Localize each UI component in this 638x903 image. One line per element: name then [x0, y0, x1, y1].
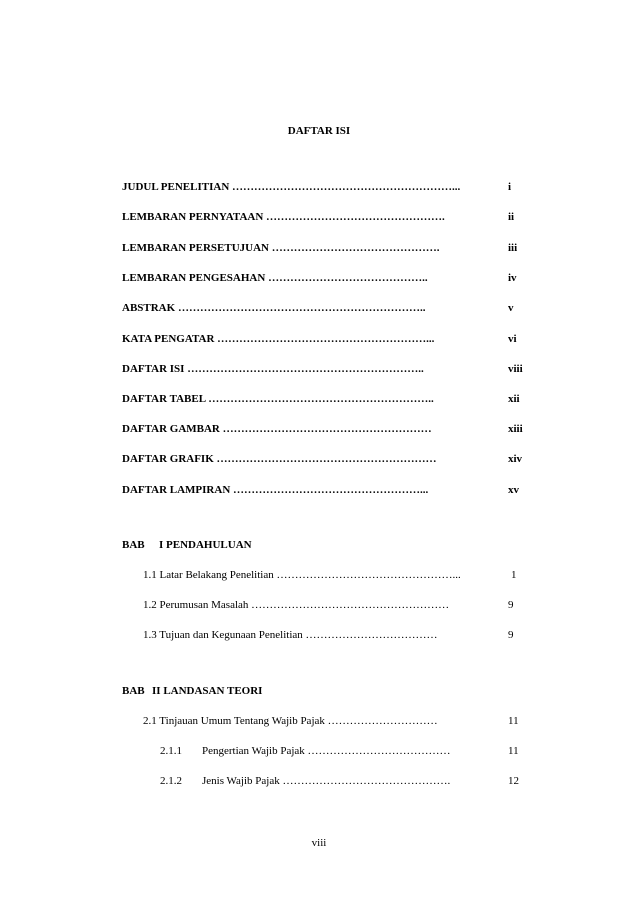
toc-page-number: 1: [511, 569, 517, 581]
toc-page-number: xii: [508, 393, 520, 405]
toc-entry-label: DAFTAR GRAFIK: [122, 453, 217, 465]
chapter-roman: II: [152, 685, 161, 697]
toc-page-number: xiii: [508, 423, 523, 435]
toc-leader-dots: ………………………………………………………..: [187, 363, 424, 375]
chapter-number: BAB: [122, 685, 145, 697]
toc-subentry-number: 2.1.2: [160, 775, 182, 787]
toc-leader-dots: ………………………………………….: [266, 211, 445, 223]
toc-leader-dots: ……………………………………….: [282, 775, 451, 787]
toc-entry-label: ABSTRAK: [122, 302, 178, 314]
toc-entry: [122, 270, 522, 286]
toc-entry: [122, 179, 522, 195]
chapter-title: PENDAHULUAN: [166, 539, 252, 551]
page-title: DAFTAR ISI: [287, 125, 351, 137]
toc-entry-label: 1.2 Perumusan Masalah: [143, 599, 252, 611]
toc-entry: [122, 482, 522, 498]
toc-leader-dots: ………………………………………………: [251, 599, 450, 611]
toc-entry-label: DAFTAR TABEL: [122, 393, 209, 405]
toc-entry-label: 1.3 Tujuan dan Kegunaan Penelitian: [143, 629, 306, 641]
toc-entry-label: DAFTAR ISI: [122, 363, 188, 375]
chapter-heading: [122, 537, 252, 553]
toc-entry: [122, 421, 522, 437]
toc-entry: [143, 597, 523, 613]
toc-entry: [122, 240, 522, 256]
toc-page-number: v: [508, 302, 514, 314]
toc-entry: [122, 209, 522, 225]
toc-entry-label: JUDUL PENELITIAN: [122, 181, 233, 193]
toc-entry: [122, 331, 522, 347]
toc-subentry: [160, 773, 523, 789]
toc-entry-label: LEMBARAN PENGESAHAN: [122, 272, 269, 284]
toc-leader-dots: …………………………………………………: [222, 423, 432, 435]
toc-entry: [122, 361, 522, 377]
toc-leader-dots: ………………………………: [305, 629, 438, 641]
toc-page-number: 12: [508, 775, 519, 787]
toc-entry-label: Jenis Wajib Pajak: [202, 775, 283, 787]
page-number-footer: viii: [311, 837, 327, 849]
toc-page-number: xiv: [508, 453, 523, 465]
toc-leader-dots: …………………………………………...: [276, 569, 461, 581]
toc-entry: [122, 300, 522, 316]
chapter-title: LANDASAN TEORI: [163, 685, 263, 697]
toc-entry: [143, 567, 523, 583]
toc-entry-label: LEMBARAN PERSETUJUAN: [122, 242, 272, 254]
toc-leader-dots: …………………………………………………………..: [177, 302, 426, 314]
toc-page-number: xv: [508, 484, 519, 496]
toc-leader-dots: …………………………………………………...: [217, 333, 435, 345]
toc-entry: [122, 391, 522, 407]
toc-entry-label: DAFTAR LAMPIRAN: [122, 484, 234, 496]
toc-entry-label: LEMBARAN PERNYATAAN: [122, 211, 267, 223]
chapter-roman: I: [159, 539, 164, 551]
toc-page-number: vi: [508, 333, 517, 345]
toc-leader-dots: ……………………………………..: [268, 272, 428, 284]
toc-leader-dots: ……………………………………………………..: [208, 393, 434, 405]
chapter-number: BAB: [122, 539, 145, 551]
toc-page-number: ii: [508, 211, 515, 223]
toc-leader-dots: …………………………………: [307, 745, 451, 757]
toc-entry: [143, 627, 523, 643]
toc-page-number: 11: [508, 745, 519, 757]
toc-entry-label: 1.1 Latar Belakang Penelitian: [143, 569, 277, 581]
toc-page-number: 11: [508, 715, 519, 727]
toc-page-number: 9: [508, 599, 514, 611]
toc-page-number: i: [508, 181, 512, 193]
toc-entry: [143, 713, 523, 729]
toc-leader-dots: ……………………………………….: [271, 242, 440, 254]
toc-page-number: iii: [508, 242, 518, 254]
chapter-heading: [122, 683, 262, 699]
toc-leader-dots: ……………………………………………...: [233, 484, 429, 496]
toc-entry: [122, 451, 522, 467]
toc-entry-label: KATA PENGATAR: [122, 333, 218, 345]
toc-page-number: viii: [508, 363, 523, 375]
toc-entry-label: Pengertian Wajib Pajak: [202, 745, 308, 757]
toc-entry-label: 2.1 Tinjauan Umum Tentang Wajib Pajak: [143, 715, 328, 727]
toc-entry-label: DAFTAR GAMBAR: [122, 423, 223, 435]
toc-page-number: 9: [508, 629, 514, 641]
toc-subentry-number: 2.1.1: [160, 745, 182, 757]
toc-subentry: [160, 743, 523, 759]
toc-leader-dots: ……………………………………………………...: [232, 181, 461, 193]
toc-leader-dots: ……………………………………………………: [216, 453, 437, 465]
toc-leader-dots: …………………………: [327, 715, 438, 727]
toc-page-number: iv: [508, 272, 517, 284]
